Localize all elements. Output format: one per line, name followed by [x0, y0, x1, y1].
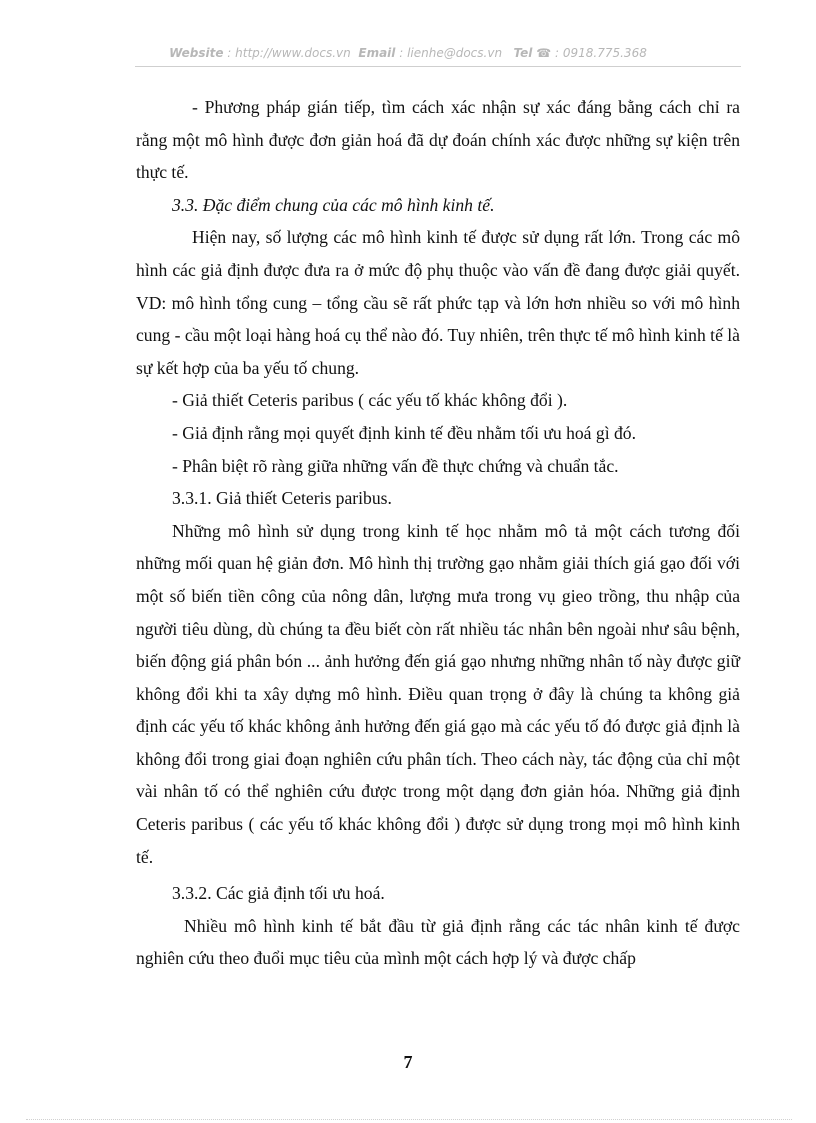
tel-label: Tel: [513, 46, 533, 60]
bullet-optimization: - Giả định rằng mọi quyết định kinh tế đều nhằm tối ưu hoá gì đó.: [172, 422, 636, 443]
paragraph-intro: Hiện nay, số lượng các mô hình kinh tế được sử dụng rất lớn. Trong các mô hình các giả định được đưa ra ở mức độ phụ thuộc vào vấn đề đang được giải quyết. VD: mô hình tổng cung – tổng cầu sẽ rất phức tạp và lớn hơn nhiều so với mô hình cung - cầu một loại hàng hoá cụ thể nào đó. Tuy nhiên, trên thực tế mô hình kinh tế là sự kết hợp của ba yếu tố chung.: [136, 227, 740, 378]
header-divider: [135, 66, 741, 67]
tel-value: 0918.775.368: [562, 46, 647, 60]
website-label: Website: [169, 46, 224, 60]
bullet-ceteris-paribus: - Giả thiết Ceteris paribus ( các yếu tố khác không đổi ).: [172, 390, 568, 411]
page-header: Website : http://www.docs.vn Email : lienhe@docs.vn Tel ☎ : 0918.775.368: [169, 46, 647, 60]
paragraph-ceteris-paribus: Những mô hình sử dụng trong kinh tế học nhằm mô tả một cách tương đối những mối quan hệ giản đơn. Mô hình thị trường gạo nhằm giải thích giá gạo đối với một số biến tiền công của nông dân, lượng mưa trong vụ gieo trồng, thu nhập của người tiêu dùng, dù chúng ta đều biết còn rất nhiều tác nhân bên ngoài như sâu bệnh, biến động giá phân bón ... ảnh hưởng đến giá gạo nhưng những nhân tố này được giữ không đổi khi ta xây dựng mô hình. Điều quan trọng ở đây là chúng ta không giả định các yếu tố khác không ảnh hưởng đến giá gạo mà các yếu tố đó được giả định là không đổi trong giai đoạn nghiên cứu phân tích. Theo cách này, tác động của chỉ một vài nhân tố có thể nghiên cứu được trong một dạng đơn giản hóa. Những giả định Ceteris paribus ( các yếu tố khác không đổi ) được sử dụng trong mọi mô hình kinh tế.: [136, 520, 740, 867]
bullet-positive-normative: - Phân biệt rõ ràng giữa những vấn đề thực chứng và chuẩn tắc.: [172, 455, 619, 476]
email-link[interactable]: lienhe@docs.vn: [407, 46, 503, 60]
section-heading-3-3: 3.3. Đặc điểm chung của các mô hình kinh tế.: [172, 194, 495, 215]
footer-divider: [26, 1119, 792, 1120]
paragraph-optimization: Nhiều mô hình kinh tế bắt đầu từ giả định rằng các tác nhân kinh tế được nghiên cứu theo đuổi mục tiêu của mình một cách hợp lý và được chấp: [136, 915, 740, 969]
paragraph-indirect-method: - Phương pháp gián tiếp, tìm cách xác nhận sự xác đáng bằng cách chỉ ra rằng một mô hình được đơn giản hoá đã dự đoán chính xác được những sự kiện trên thực tế.: [136, 97, 740, 183]
page-number: 7: [403, 1052, 413, 1072]
phone-icon: ☎: [536, 46, 552, 60]
website-link[interactable]: http://www.docs.vn: [235, 46, 351, 60]
document-body: [136, 91, 740, 975]
subsection-heading-3-3-2: 3.3.2. Các giả định tối ưu hoá.: [172, 883, 385, 904]
subsection-heading-3-3-1: 3.3.1. Giả thiết Ceteris paribus.: [172, 488, 392, 509]
email-label: Email: [358, 46, 396, 60]
